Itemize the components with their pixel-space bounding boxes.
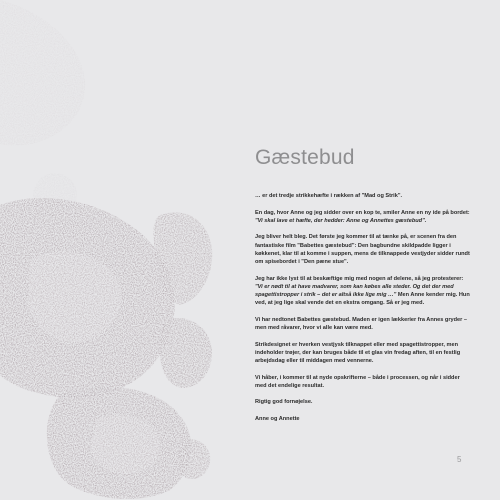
paragraph-7-text: Vi håber, i kommer til at nyde opskrifterne – både i processen, og når i sidder med det endelige resultat. <box>255 374 460 389</box>
signature-text: Anne og Annette <box>255 415 300 422</box>
paragraph-4-text: Jeg har ikke lyst til at beskæftige mig med nogen af delene, så jeg protesterer: <box>255 275 464 282</box>
paragraph-1-text: … er det tredje strikkehæfte i rækken af "Mad og Strik". <box>255 193 403 199</box>
paragraph-8 <box>255 398 470 406</box>
paragraph-4-tail: Men Anne kender mig. Hun ved, at jeg lige skal vende det en ekstra omgang. Så er jeg med. <box>255 292 470 307</box>
paragraph-3 <box>255 233 470 266</box>
paragraph-8-text: Rigtig god fornøjelse. <box>255 399 313 406</box>
paragraph-6 <box>255 341 470 366</box>
signature <box>255 415 470 423</box>
paragraph-5-text: Vi har nedtonet Babettes gæstebud. Maden er igen lækkerier fra Annes gryder – men med råvarer, hvor vi alle kan være med. <box>255 316 467 331</box>
body-text <box>255 192 470 432</box>
paragraph-1 <box>255 192 470 200</box>
paragraph-2 <box>255 209 470 225</box>
page-title: Gæstebud <box>255 146 355 169</box>
paragraph-4-emphasis: "Vi er nødt til at have madvarer, som kan købes alle steder. Og det der med spagettistropper i strik – det er altså ikke lige mig …" <box>255 283 454 298</box>
page-number: 5 <box>457 455 462 464</box>
paragraph-5 <box>255 316 470 332</box>
paragraph-2-text: En dag, hvor Anne og jeg sidder over en kop te, smiler Anne en ny ide på bordet: <box>255 209 470 216</box>
paragraph-6-text: Strikdesignet er hverken vestjysk tilknappet eller med spagettistropper, men indeholder trøjer, der kan bruges både til et glas vin fredag aften, til en festlig arbejdsdag eller til middagen med vennerne. <box>255 341 461 364</box>
paragraph-7 <box>255 374 470 390</box>
paragraph-3-text: Jeg bliver helt bleg. Det første jeg kommer til at tænke på, er scenen fra den fantastiske film "Babettes gæstebud": Den bagbundne skildpadde ligger i køkkenet, klar til at komme i suppen, mens de tilknappede vestjyder sidder rundt om spisebordet i "Den pæne stue". <box>255 234 470 265</box>
paragraph-4 <box>255 275 470 308</box>
paragraph-2-emphasis: "Vi skal lave et hæfte, der hedder: Anne og Annettes gæstebud". <box>255 217 427 224</box>
